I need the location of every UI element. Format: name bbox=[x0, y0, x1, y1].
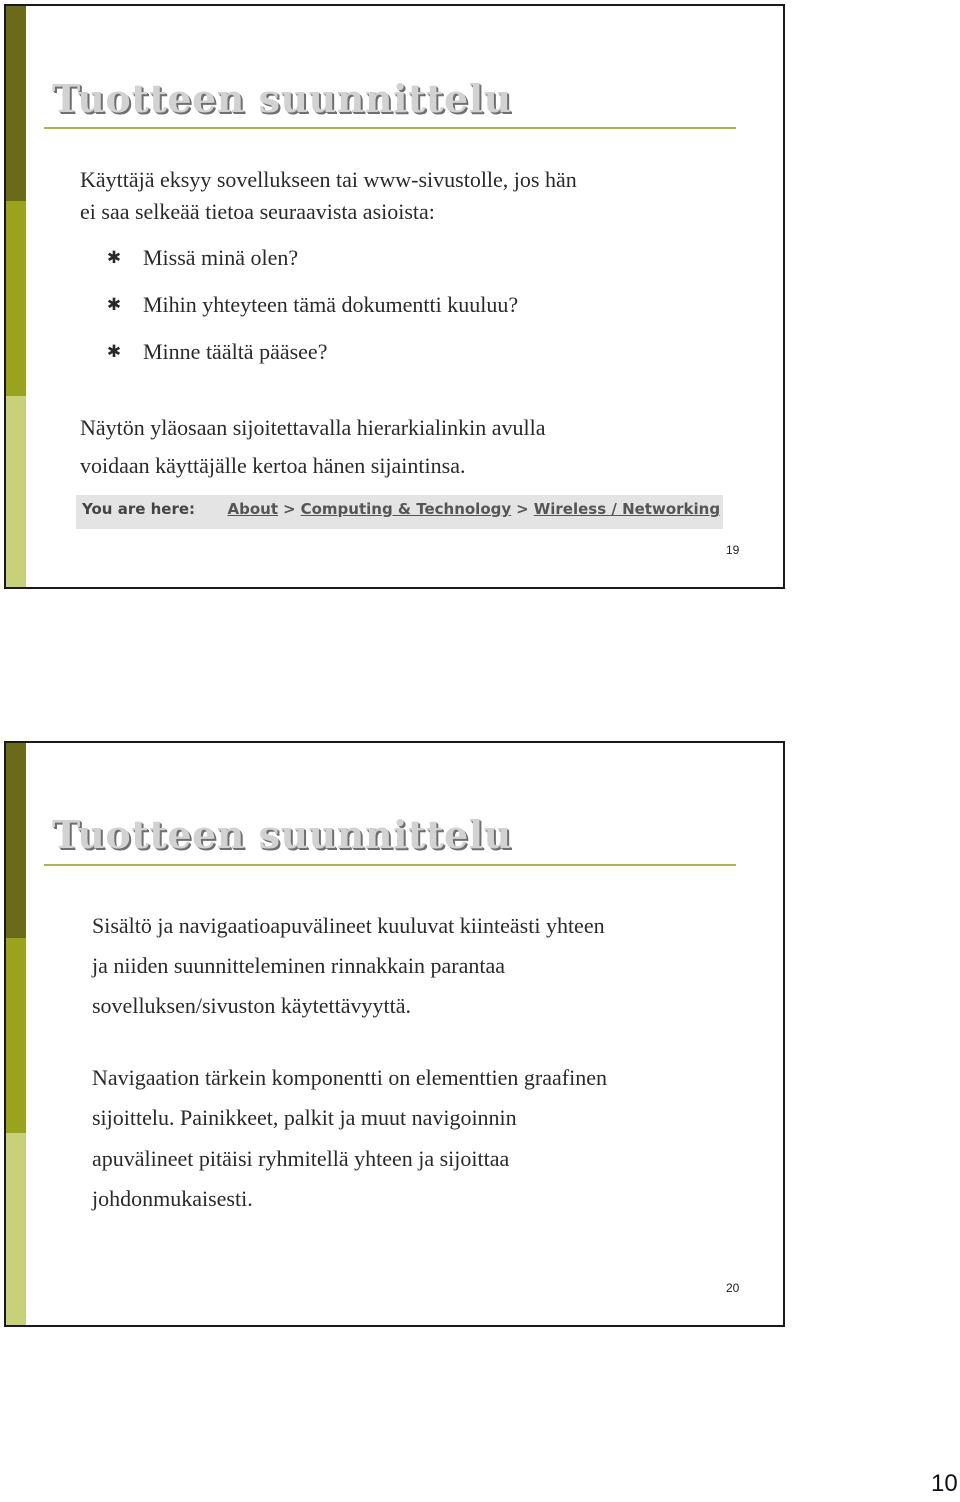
slide-accent-stripe bbox=[6, 6, 26, 587]
paragraph-line: apuvälineet pitäisi ryhmitellä yhteen ja sijoittaa bbox=[92, 1146, 510, 1171]
intro-line-2: ei saa selkeää tietoa seuraavista asioista: bbox=[80, 199, 435, 224]
slide-accent-stripe bbox=[6, 743, 26, 1325]
document-page-number: 10 bbox=[931, 1470, 958, 1497]
paragraph-line: sovelluksen/sivuston käytettävyyttä. bbox=[92, 993, 411, 1018]
bullet-item bbox=[106, 290, 519, 320]
breadcrumb-link-about[interactable]: About bbox=[227, 500, 279, 518]
breadcrumb-separator: > bbox=[283, 500, 296, 518]
paragraph-line: Sisältö ja navigaatioapuvälineet kuuluvat kiinteästi yhteen bbox=[92, 913, 605, 938]
breadcrumb-separator: > bbox=[516, 500, 529, 518]
slide-page-number: 20 bbox=[726, 1281, 740, 1295]
slide-title: Tuotteen suunnittelu bbox=[52, 76, 512, 121]
asterisk-icon: ✱ bbox=[106, 248, 122, 268]
title-underline bbox=[44, 127, 736, 129]
paragraph-line: johdonmukaisesti. bbox=[92, 1186, 253, 1211]
slide-title: Tuotteen suunnittelu bbox=[52, 812, 512, 857]
paragraph-line: Navigaation tärkein komponentti on elementtien graafinen bbox=[92, 1065, 607, 1090]
breadcrumb bbox=[76, 495, 723, 529]
outro-line-1: Näytön yläosaan sijoitettavalla hierarkialinkin avulla bbox=[80, 415, 546, 440]
outro-line-2: voidaan käyttäjälle kertoa hänen sijaintinsa. bbox=[80, 453, 466, 478]
title-underline bbox=[44, 864, 736, 866]
paragraph-line: sijoittelu. Painikkeet, palkit ja muut navigoinnin bbox=[92, 1105, 517, 1130]
bullet-text: Minne täältä pääsee? bbox=[143, 339, 328, 364]
slide-page-number: 19 bbox=[726, 543, 740, 557]
bullet-text: Mihin yhteyteen tämä dokumentti kuuluu? bbox=[143, 292, 519, 317]
paragraph-line: ja niiden suunnitteleminen rinnakkain parantaa bbox=[92, 953, 505, 978]
bullet-text: Missä minä olen? bbox=[143, 245, 299, 270]
slide-19 bbox=[4, 4, 785, 589]
bullet-item bbox=[106, 243, 299, 273]
bullet-item bbox=[106, 337, 328, 367]
slide-20 bbox=[4, 741, 785, 1327]
asterisk-icon: ✱ bbox=[106, 295, 122, 315]
breadcrumb-link-computing[interactable]: Computing & Technology bbox=[300, 500, 512, 518]
breadcrumb-link-wireless[interactable]: Wireless / Networking bbox=[533, 500, 721, 518]
breadcrumb-prefix: You are here: bbox=[82, 500, 196, 518]
intro-line-1: Käyttäjä eksyy sovellukseen tai www-sivustolle, jos hän bbox=[80, 167, 577, 192]
asterisk-icon: ✱ bbox=[106, 342, 122, 362]
